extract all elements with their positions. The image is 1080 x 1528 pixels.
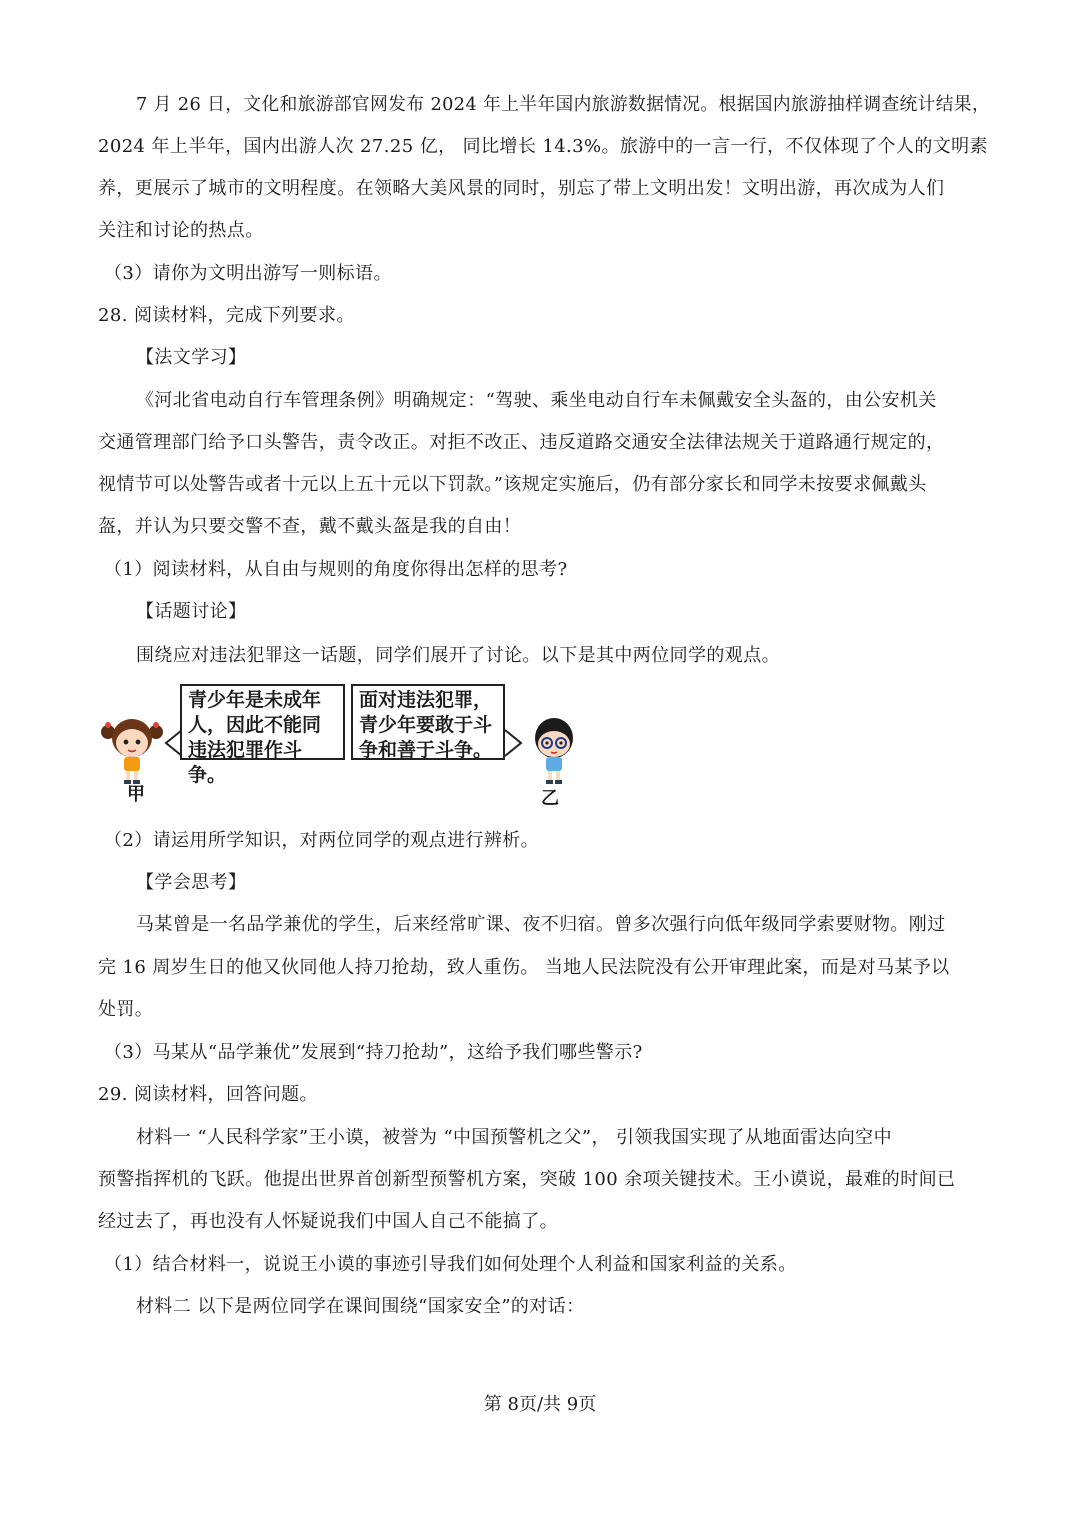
speech-bubble-left [180, 684, 345, 786]
intro-line-4: 关注和讨论的热点。 [98, 220, 264, 241]
bubble-right-line-1: 面对违法犯罪， [359, 689, 493, 711]
discussion-intro: 围绕应对违法犯罪这一话题，同学们展开了讨论。以下是其中两位同学的观点。 [136, 645, 780, 666]
question-27-3: （3）请你为文明出游写一则标语。 [104, 263, 392, 284]
material-1-line-3: 经过去了，再也没有人怀疑说我们中国人自己不能搞了。 [98, 1211, 558, 1232]
speech-pointer-right [503, 728, 523, 758]
character-label-left: 甲 [127, 784, 145, 805]
question-29-title: 29. 阅读材料，回答问题。 [98, 1084, 318, 1105]
case-text-line-3: 处罚。 [98, 999, 154, 1020]
question-28-title: 28. 阅读材料，完成下列要求。 [98, 305, 355, 326]
section-heading-thinking: 【学会思考】 [136, 872, 247, 893]
material-2-intro: 材料二 以下是两位同学在课间围绕“国家安全”的对话： [136, 1296, 585, 1317]
material-1-line-2: 预警指挥机的飞跃。他提出世界首创新型预警机方案，突破 100 余项关键技术。王小谟说，最难的时间已 [98, 1169, 956, 1190]
bubble-right-line-2: 青少年要敢于斗 [359, 714, 493, 736]
question-28-2: （2）请运用所学知识，对两位同学的观点进行辨析。 [104, 830, 540, 851]
page-number-footer: 第 8页/共 9页 [483, 1394, 597, 1415]
material-1-line-1: 材料一 “人民科学家”王小谟，被誉为 “中国预警机之父”， 引领我国实现了从地面雷达向空中 [136, 1127, 892, 1148]
question-28-1: （1）阅读材料，从自由与规则的角度你得出怎样的思考? [104, 559, 568, 580]
intro-line-3: 养，更展示了城市的文明程度。在领略大美风景的同时，别忘了带上文明出发！文明出游，再次成为人们 [98, 178, 945, 199]
law-text-line-3: 视情节可以处警告或者十元以上五十元以下罚款。”该规定实施后，仍有部分家长和同学未按要求佩戴头 [98, 474, 927, 495]
case-text-line-1: 马某曾是一名品学兼优的学生，后来经常旷课、夜不归宿。曾多次强行向低年级同学索要财物。刚过 [136, 914, 946, 935]
section-heading-law: 【法文学习】 [136, 347, 247, 368]
character-label-right: 乙 [541, 788, 559, 809]
bubble-left-line-1: 青少年是未成年 [188, 689, 322, 711]
law-text-line-1: 《河北省电动自行车管理条例》明确规定：“驾驶、乘坐电动自行车未佩戴安全头盔的，由公安机关 [136, 390, 937, 411]
boy-character-icon [522, 710, 586, 786]
bubble-left-line-3: 违法犯罪作斗争。 [188, 739, 303, 786]
law-text-line-4: 盔，并认为只要交警不查，戴不戴头盔是我的自由！ [98, 516, 522, 537]
bubble-left-line-2: 人，因此不能同 [188, 714, 322, 736]
girl-character-icon [100, 710, 164, 786]
intro-line-1: 7 月 26 日，文化和旅游部官网发布 2024 年上半年国内旅游数据情况。根据国内旅游抽样调查统计结果， [136, 94, 991, 115]
intro-line-2: 2024 年上半年，国内出游人次 27.25 亿， 同比增长 14.3%。旅游中的一言一行，不仅体现了个人的文明素 [98, 136, 988, 157]
question-28-3: （3）马某从“品学兼优”发展到“持刀抢劫”，这给予我们哪些警示? [104, 1042, 643, 1063]
section-heading-discussion: 【话题讨论】 [136, 601, 247, 622]
case-text-line-2: 完 16 周岁生日的他又伙同他人持刀抢劫，致人重伤。 当地人民法院没有公开审理此案，而是对马某予以 [98, 957, 950, 978]
speech-bubble-right [351, 684, 505, 760]
law-text-line-2: 交通管理部门给予口头警告，责令改正。对拒不改正、违反道路交通安全法律法规关于道路通行规定的， [98, 432, 945, 453]
bubble-right-line-3: 争和善于斗争。 [359, 739, 493, 761]
question-29-1: （1）结合材料一，说说王小谟的事迹引导我们如何处理个人利益和国家利益的关系。 [104, 1254, 797, 1275]
